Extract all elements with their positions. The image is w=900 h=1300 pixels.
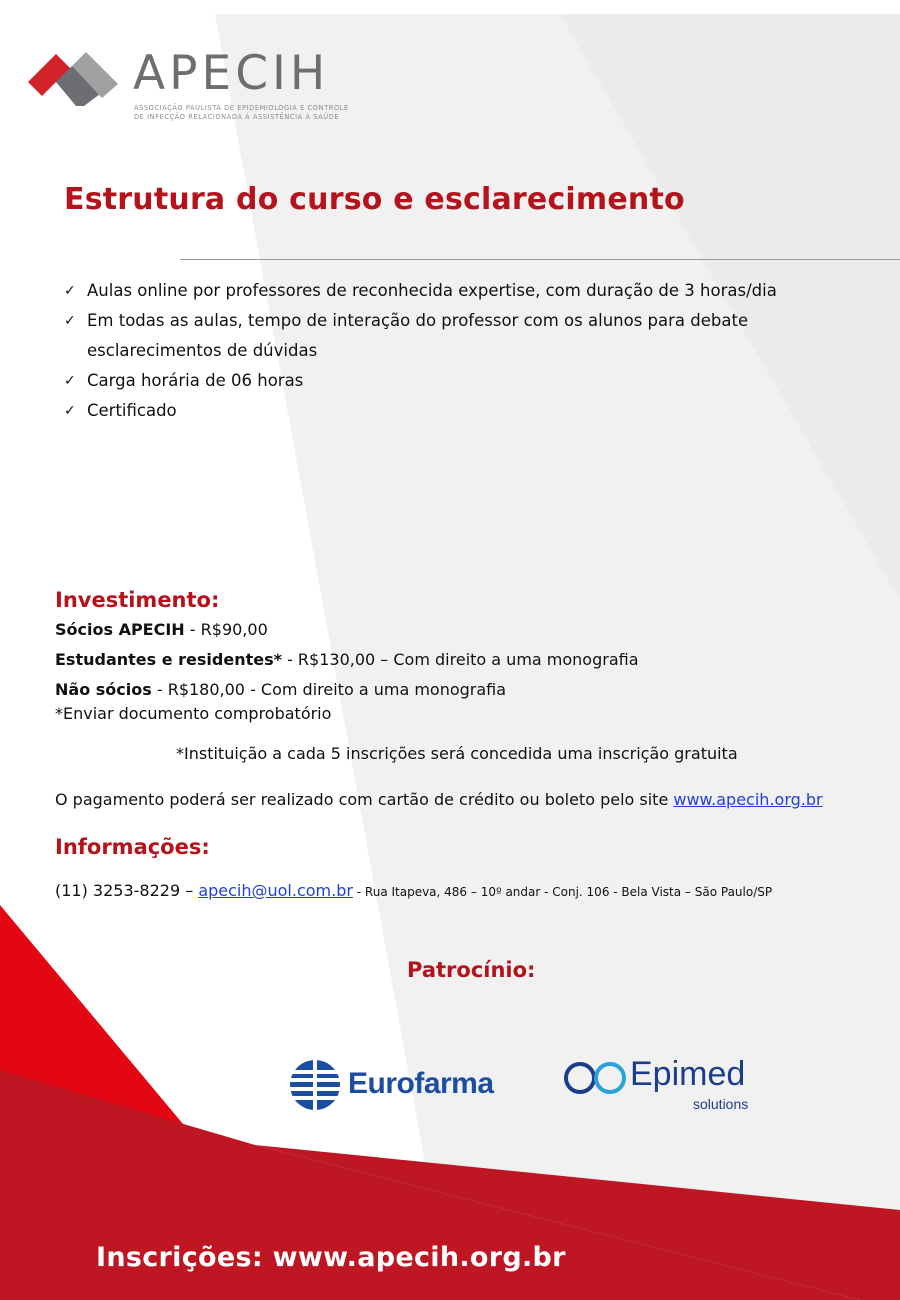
bullet-text: Aulas online por professores de reconhecida expertise, com duração de 3 horas/dia <box>87 281 777 300</box>
price-socios-label: Sócios APECIH <box>55 620 185 639</box>
contact-phone: (11) 3253-8229 – <box>55 881 199 900</box>
price-nao-socios-value: - R$180,00 - Com direito a uma monografia <box>151 680 507 699</box>
brand-subtitle-line-2: DE INFECÇÃO RELACIONADA À ASSISTÊNCIA À SAÚDE <box>134 113 340 121</box>
epimed-subtitle: solutions <box>693 1096 749 1112</box>
contact-line <box>55 881 772 900</box>
brand-subtitle-line-1: ASSOCIAÇÃO PAULISTA DE EPIDEMIOLOGIA E CONTROLE <box>134 104 349 112</box>
price-socios <box>55 620 268 639</box>
info-heading: Informações: <box>55 835 210 859</box>
payment-info <box>55 790 823 809</box>
price-socios-value: - R$90,00 <box>184 620 268 639</box>
eurofarma-logo <box>288 1058 518 1112</box>
payment-text: O pagamento poderá ser realizado com cartão de crédito ou boleto pelo site <box>55 790 674 809</box>
checkmark-icon: ✓ <box>64 283 76 299</box>
investment-heading: Investimento: <box>55 588 220 612</box>
course-title: Estrutura do curso e esclarecimento <box>64 182 685 217</box>
list-item <box>64 306 767 366</box>
price-estudantes-label: Estudantes e residentes* <box>55 650 282 669</box>
contact-email-link[interactable]: apecih@uol.com.br <box>198 881 353 900</box>
epimed-wordmark: Epimed <box>630 1055 746 1093</box>
payment-link[interactable]: www.apecih.org.br <box>673 790 823 809</box>
checkmark-icon: ✓ <box>64 313 76 329</box>
course-bullet-list <box>64 276 824 426</box>
apecih-logo-icon <box>28 50 120 106</box>
checkmark-icon: ✓ <box>64 403 76 419</box>
eurofarma-wordmark: Eurofarma <box>348 1067 494 1100</box>
brand-subtitle <box>134 104 374 122</box>
checkmark-icon: ✓ <box>64 373 76 389</box>
epimed-logo <box>562 1056 772 1116</box>
price-nao-socios <box>55 680 506 699</box>
eurofarma-globe-icon <box>288 1058 342 1112</box>
contact-address: - Rua Itapeva, 486 – 10º andar - Conj. 106 - Bela Vista – São Paulo/SP <box>352 885 773 899</box>
registration-footer: Inscrições: www.apecih.org.br <box>96 1242 566 1273</box>
document-note: *Enviar documento comprobatório <box>55 704 332 723</box>
price-estudantes <box>55 650 639 669</box>
brand-name: APECIH <box>133 46 330 101</box>
list-item <box>64 396 824 426</box>
infinity-icon <box>562 1060 632 1096</box>
bullet-text: Em todas as aulas, tempo de interação do professor com os alunos para debate esclarecimentos de dúvidas <box>87 311 749 360</box>
list-item <box>64 366 824 396</box>
list-item <box>64 276 824 306</box>
title-divider <box>180 259 900 260</box>
price-nao-socios-label: Não sócios <box>55 680 152 699</box>
bullet-text: Carga horária de 06 horas <box>87 371 304 390</box>
bullet-text: Certificado <box>87 401 177 420</box>
price-estudantes-value: - R$130,00 – Com direito a uma monografia <box>281 650 639 669</box>
institution-note: *Instituição a cada 5 inscrições será concedida uma inscrição gratuita <box>176 744 738 763</box>
sponsors-heading: Patrocínio: <box>407 958 536 982</box>
